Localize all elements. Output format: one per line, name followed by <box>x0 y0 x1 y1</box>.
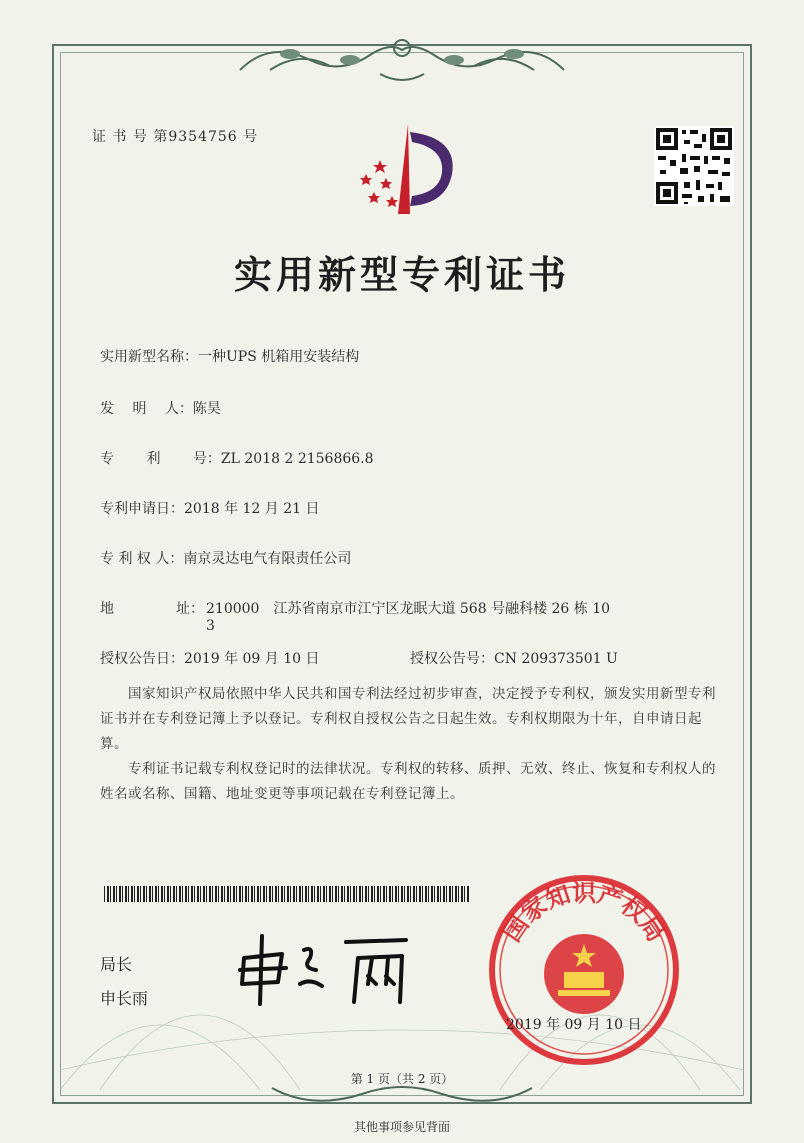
qr-code-icon <box>654 126 734 206</box>
page-indicator: 第 1 页（共 2 页） <box>350 1072 454 1086</box>
address-label-right: 址： <box>176 601 204 617</box>
grant-number-value: CN 209373501 U <box>494 651 618 667</box>
patentee-value: 南京灵达电气有限责任公司 <box>183 551 352 567</box>
address-label-left: 地 <box>100 601 114 617</box>
address-line-1: 210000 江苏省南京市江宁区龙眠大道 568 号融科楼 26 栋 10 <box>206 601 611 617</box>
grant-number-row <box>410 648 618 668</box>
inventor-label: 发 明 人： <box>100 401 193 417</box>
seal-text: 国家知识产权局 <box>497 878 671 947</box>
address-line-2: 3 <box>206 618 215 634</box>
footer-note: 其他事项参见背面 <box>353 1120 450 1134</box>
patent-number-value: ZL 2018 2 2156866.8 <box>220 451 374 467</box>
utility-model-name-value: 一种UPS 机箱用安装结构 <box>198 349 360 365</box>
director-name: 申长雨 <box>100 989 149 1008</box>
certificate-body <box>100 682 718 807</box>
official-seal-icon <box>486 872 682 1068</box>
certificate-number: 证 书 号 第9354756 号 <box>92 129 259 145</box>
seal-date: 2019 年 09 月 10 日 <box>506 1017 642 1033</box>
body-paragraph-1: 国家知识产权局依照中华人民共和国专利法经过初步审查，决定授予专利权，颁发实用新型专利证书并在专利登记簿上予以登记。专利权自授权公告之日起生效。专利权期限为十年，自申请日起算。 <box>100 686 716 752</box>
patent-number-row <box>100 448 374 468</box>
application-date-row <box>100 498 320 518</box>
utility-model-name-row <box>100 346 359 366</box>
top-ornament-icon <box>230 30 574 90</box>
patent-number-label: 专 利 号： <box>100 451 221 467</box>
application-date-label: 专利申请日： <box>100 501 184 517</box>
handwritten-signature-icon <box>236 928 416 1008</box>
patentee-row <box>100 548 351 568</box>
utility-model-name-label: 实用新型名称： <box>100 349 198 365</box>
body-paragraph-2: 专利证书记载专利权登记时的法律状况。专利权的转移、质押、无效、终止、恢复和专利权人的姓名或名称、国籍、地址变更等事项记载在专利登记簿上。 <box>100 761 716 802</box>
barcode-icon <box>104 886 470 902</box>
certificate-title: 实用新型专利证书 <box>233 252 570 297</box>
grant-date-row <box>100 648 320 668</box>
grant-date-value: 2019 年 09 月 10 日 <box>184 651 320 667</box>
inventor-row <box>100 398 221 418</box>
director-title: 局长 <box>100 955 133 974</box>
patent-office-emblem-icon <box>352 118 462 218</box>
grant-number-label: 授权公告号： <box>410 651 494 667</box>
patentee-label: 专 利 权 人： <box>100 551 184 567</box>
grant-date-label: 授权公告日： <box>100 651 184 667</box>
application-date-value: 2018 年 12 月 21 日 <box>184 501 320 517</box>
inventor-value: 陈昊 <box>192 401 221 417</box>
